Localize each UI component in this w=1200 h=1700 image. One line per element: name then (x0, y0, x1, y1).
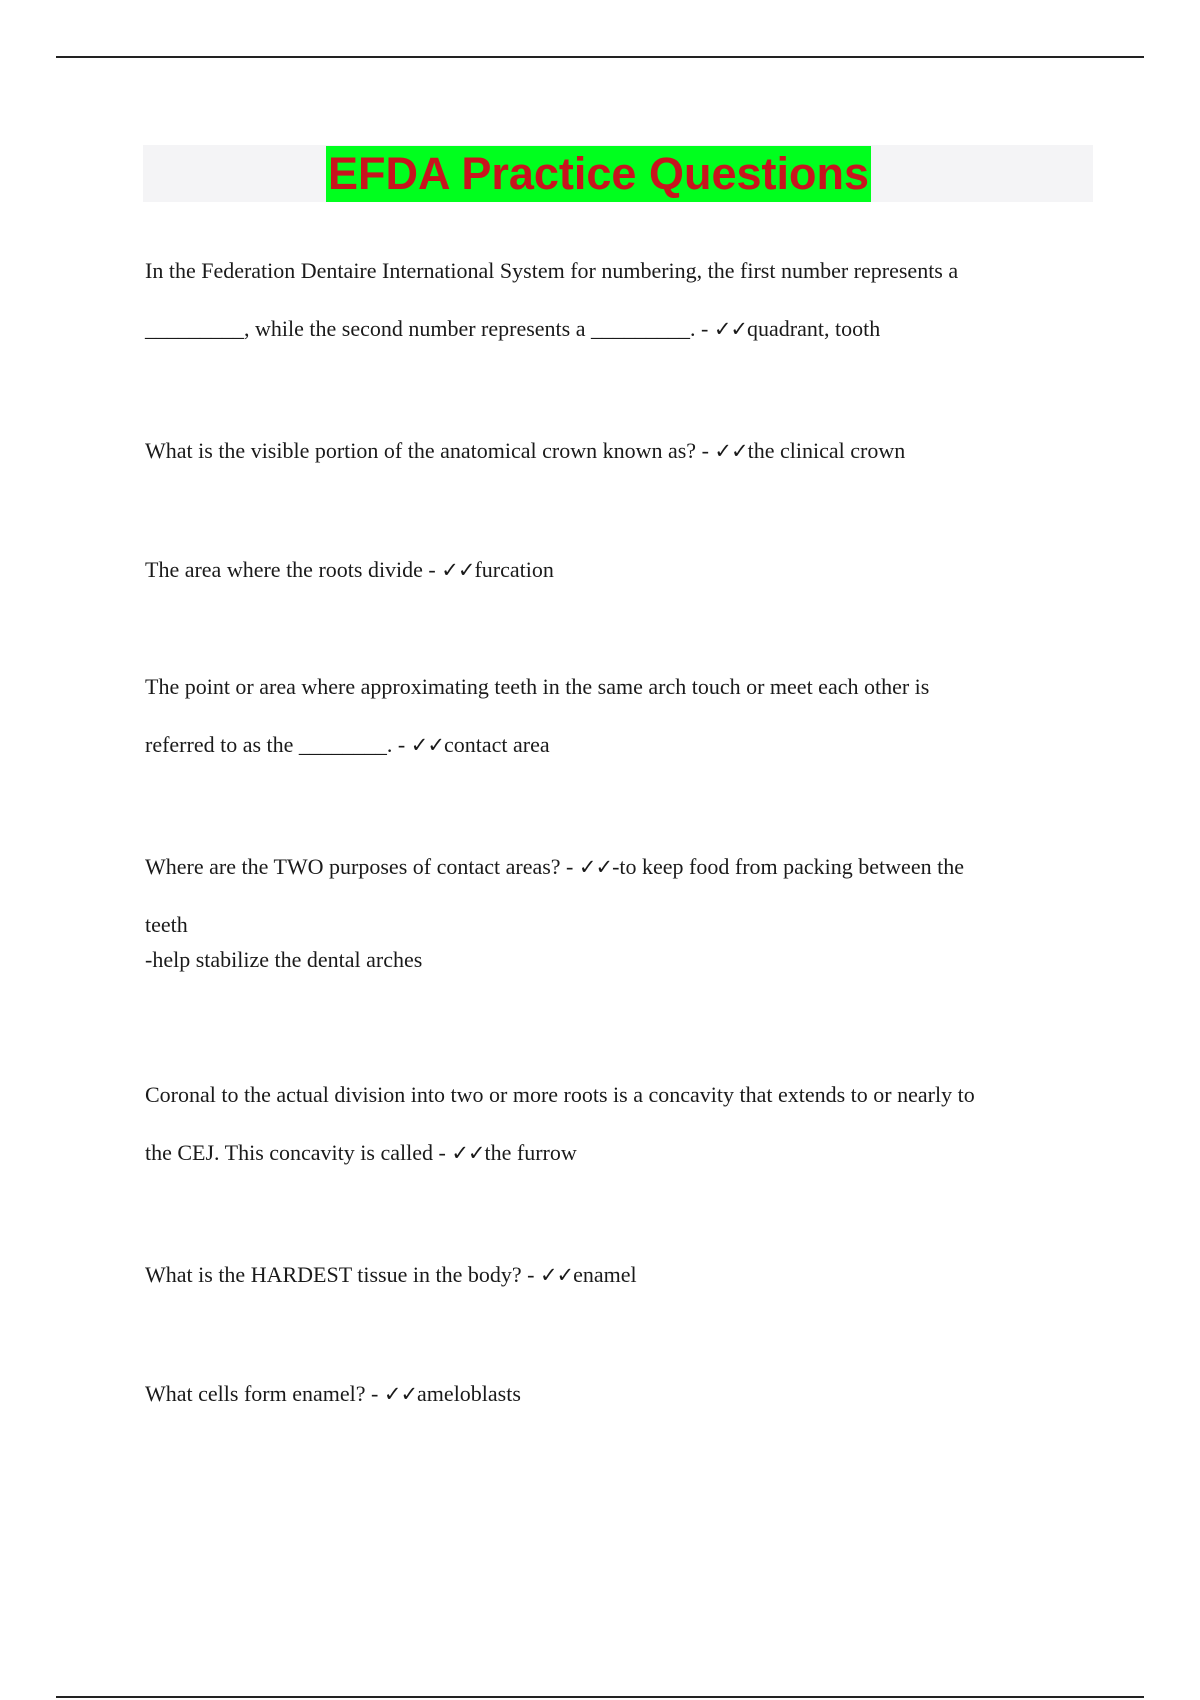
qa-item-fdi-numbering (145, 242, 1075, 358)
double-check-icon: ✓✓ (539, 1263, 574, 1287)
question-line: The point or area where approximating teeth in the same arch touch or meet each other is (145, 674, 930, 699)
double-check-icon: ✓✓ (714, 439, 748, 463)
question-line (145, 838, 1075, 896)
question-text: the CEJ. This concavity is called - (145, 1140, 452, 1165)
answer-text: the furrow (484, 1140, 577, 1165)
question-line (145, 716, 1075, 774)
question-text: _________, while the second number represents a _________. - (145, 316, 714, 341)
qa-item-hardest-tissue (145, 1246, 1075, 1304)
question-text: What cells form enamel? - (145, 1381, 384, 1406)
double-check-icon: ✓✓ (441, 558, 475, 582)
double-check-icon: ✓✓ (451, 1141, 485, 1165)
double-check-icon: ✓✓ (410, 733, 444, 757)
footer-rule (56, 1696, 1144, 1698)
qa-item-furcation (145, 541, 1075, 599)
qa-item-furrow (145, 1066, 1075, 1182)
question-line: Coronal to the actual division into two or more roots is a concavity that extends to or nearly to (145, 1082, 975, 1107)
page-title: EFDA Practice Questions (326, 146, 871, 202)
answer-text: furcation (474, 557, 554, 582)
answer-text: quadrant, tooth (747, 316, 881, 341)
answer-line: teeth (145, 912, 188, 937)
question-text: Where are the TWO purposes of contact areas? - (145, 854, 579, 879)
answer-line: -help stabilize the dental arches (145, 947, 423, 972)
question-line (145, 1124, 1075, 1182)
answer-text: -to keep food from packing between the (612, 854, 964, 879)
question-line: In the Federation Dentaire International System for numbering, the first number represents a (145, 258, 959, 283)
answer-text: enamel (573, 1262, 637, 1287)
answer-text: contact area (443, 732, 550, 757)
question-line (145, 422, 1075, 480)
header-rule (56, 56, 1144, 58)
question-line (145, 1246, 1075, 1304)
question-text: What is the HARDEST tissue in the body? - (145, 1262, 540, 1287)
double-check-icon: ✓✓ (383, 1382, 418, 1406)
question-text: referred to as the ________. - (145, 732, 411, 757)
question-line (145, 541, 1075, 599)
question-line (145, 300, 1075, 358)
double-check-icon: ✓✓ (713, 317, 748, 341)
question-text: The area where the roots divide - (145, 557, 442, 582)
answer-text: ameloblasts (417, 1381, 521, 1406)
qa-item-contact-purposes (145, 838, 1075, 980)
qa-item-clinical-crown (145, 422, 1075, 480)
answer-text: the clinical crown (747, 438, 906, 463)
qa-item-enamel-cells (145, 1365, 1075, 1423)
question-line (145, 1365, 1075, 1423)
qa-item-contact-area (145, 658, 1075, 774)
question-text: What is the visible portion of the anatomical crown known as? - (145, 438, 715, 463)
double-check-icon: ✓✓ (578, 855, 613, 879)
